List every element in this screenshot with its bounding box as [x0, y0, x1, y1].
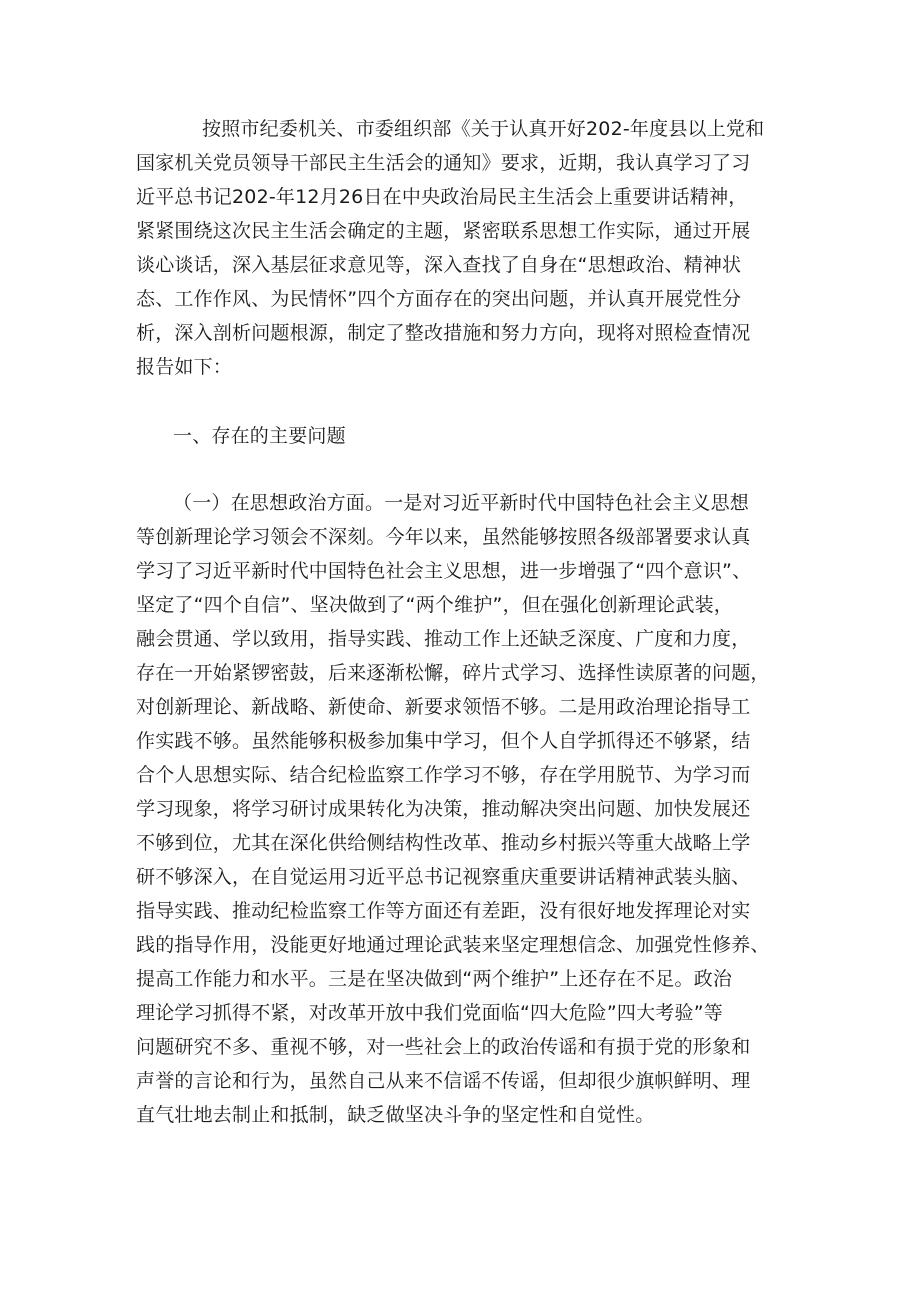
- intro-line-3: 近平总书记202-年12月26日在中央政治局民主生活会上重要讲话精神，: [136, 186, 748, 208]
- body-line-16: 理论学习抓得不紧，对改革开放中我们党面临“四大危险”四大考验”等: [136, 1002, 723, 1024]
- body-line-11: 不够到位，尤其在深化供给侧结构性改革、推动乡村振兴等重大战略上学: [136, 832, 751, 854]
- body-line-9: 合个人思想实际、结合纪检监察工作学习不够，存在学用脱节、为学习而: [136, 764, 751, 786]
- body-line-6: 存在一开始紧锣密鼓，后来逐渐松懈，碎片式学习、选择性读原著的问题，: [136, 662, 770, 684]
- body-line-1: （一）在思想政治方面。一是对习近平新时代中国特色社会主义思想: [173, 492, 750, 514]
- body-line-10: 学习现象，将学习研讨成果转化为决策，推动解决突出问题、加快发展还: [136, 798, 751, 820]
- section-heading: 一、存在的主要问题: [173, 425, 346, 447]
- intro-line-8: 报告如下：: [136, 356, 233, 378]
- body-line-18: 声誉的言论和行为，虽然自己从来不信谣不传谣，但却很少旗帜鲜明、理: [136, 1070, 751, 1092]
- body-line-17: 问题研究不多、重视不够，对一些社会上的政治传谣和有损于党的形象和: [136, 1036, 751, 1058]
- body-line-13: 指导实践、推动纪检监察工作等方面还有差距，没有很好地发挥理论对实: [136, 900, 751, 922]
- intro-line-2: 国家机关党员领导干部民主生活会的通知》要求，近期，我认真学习了习: [136, 152, 751, 174]
- body-line-7: 对创新理论、新战略、新使命、新要求领悟不够。二是用政治理论指导工: [136, 696, 751, 718]
- body-line-2: 等创新理论学习领会不深刻。今年以来，虽然能够按照各级部署要求认真: [136, 526, 751, 548]
- body-line-15: 提高工作能力和水平。三是在坚决做到“两个维护”上还存在不足。政治: [136, 968, 733, 990]
- intro-line-1: 按照市纪委机关、市委组织部《关于认真开好202-年度县以上党和: [202, 118, 765, 140]
- body-line-8: 作实践不够。虽然能够积极参加集中学习，但个人自学抓得还不够紧，结: [136, 730, 751, 752]
- intro-line-7: 析，深入剖析问题根源，制定了整改措施和努力方向，现将对照检查情况: [136, 322, 751, 344]
- body-line-3: 学习了习近平新时代中国特色社会主义思想，进一步增强了“四个意识”、: [136, 560, 752, 582]
- body-line-14: 践的指导作用，没能更好地通过理论武装来坚定理想信念、加强党性修养、: [136, 934, 770, 956]
- body-line-19: 直气壮地去制止和抵制，缺乏做坚决斗争的坚定性和自觉性。: [136, 1104, 655, 1126]
- body-line-4: 坚定了“四个自信”、坚决做到了“两个维护”，但在强化创新理论武装，: [136, 594, 733, 616]
- intro-line-6: 态、工作作风、为民情怀”四个方面存在的突出问题，并认真开展党性分: [136, 288, 742, 310]
- intro-line-4: 紧紧围绕这次民主生活会确定的主题，紧密联系思想工作实际，通过开展: [136, 220, 751, 242]
- body-line-5: 融会贯通、学以致用，指导实践、推动工作上还缺乏深度、广度和力度，: [136, 628, 751, 650]
- body-line-12: 研不够深入，在自觉运用习近平总书记视察重庆重要讲话精神武装头脑、: [136, 866, 751, 888]
- intro-line-5: 谈心谈话，深入基层征求意见等，深入查找了自身在“思想政治、精神状: [136, 254, 742, 276]
